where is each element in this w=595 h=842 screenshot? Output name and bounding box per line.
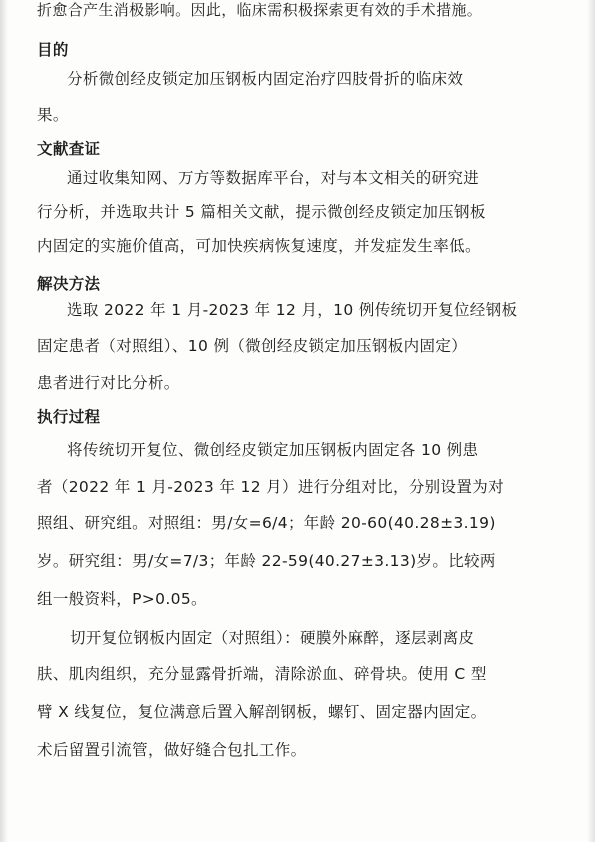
solution-line-1: 选取 2022 年 1 月-2023 年 12 月，10 例传统切开复位经钢板 [67, 301, 518, 319]
process-line-4: 岁。研究组：男/女=7/3；年龄 22-59(40.27±3.13)岁。比较两 [37, 552, 496, 570]
process-paragraph-2-line-4: 术后留置引流管，做好缝合包扎工作。 [37, 741, 307, 759]
process-line-5: 组一般资料，P>0.05。 [37, 590, 207, 608]
literature-heading: 文献查证 [37, 140, 101, 158]
intro-tail-text: 折愈合产生消极影响。因此，临床需积极探索更有效的手术措施。 [37, 1, 483, 19]
process-line-3: 照组、研究组。对照组：男/女=6/4；年龄 20-60(40.28±3.19) [37, 514, 496, 532]
purpose-line-2: 果。 [37, 106, 69, 124]
literature-line-3: 内固定的实施价值高，可加快疾病恢复速度，并发症发生率低。 [37, 237, 481, 255]
purpose-line-1: 分析微创经皮锁定加压钢板内固定治疗四肢骨折的临床效 [67, 70, 464, 88]
process-paragraph-2-line-1: 切开复位钢板内固定（对照组）：硬膜外麻醉，逐层剥离皮 [70, 629, 475, 647]
literature-line-2: 行分析，并选取共计 5 篇相关文献，提示微创经皮锁定加压钢板 [37, 203, 486, 221]
process-line-1: 将传统切开复位、微创经皮锁定加压钢板内固定各 10 例患 [67, 441, 479, 459]
literature-line-1: 通过收集知网、万方等数据库平台，对与本文相关的研究进 [67, 169, 480, 187]
process-line-2: 者（2022 年 1 月-2023 年 12 月）进行分组对比，分别设置为对 [37, 478, 504, 496]
purpose-heading: 目的 [37, 41, 69, 59]
process-paragraph-2-line-2: 肤、肌肉组织，充分显露骨折端，清除淤血、碎骨块。使用 C 型 [37, 665, 487, 683]
process-heading: 执行过程 [37, 408, 101, 426]
solution-line-3: 患者进行对比分析。 [37, 374, 180, 392]
solution-heading: 解决方法 [37, 275, 101, 293]
process-paragraph-2-line-3: 臂 X 线复位，复位满意后置入解剖钢板，螺钉、固定器内固定。 [37, 703, 487, 721]
solution-line-2: 固定患者（对照组）、10 例（微创经皮锁定加压钢板内固定） [37, 337, 468, 355]
